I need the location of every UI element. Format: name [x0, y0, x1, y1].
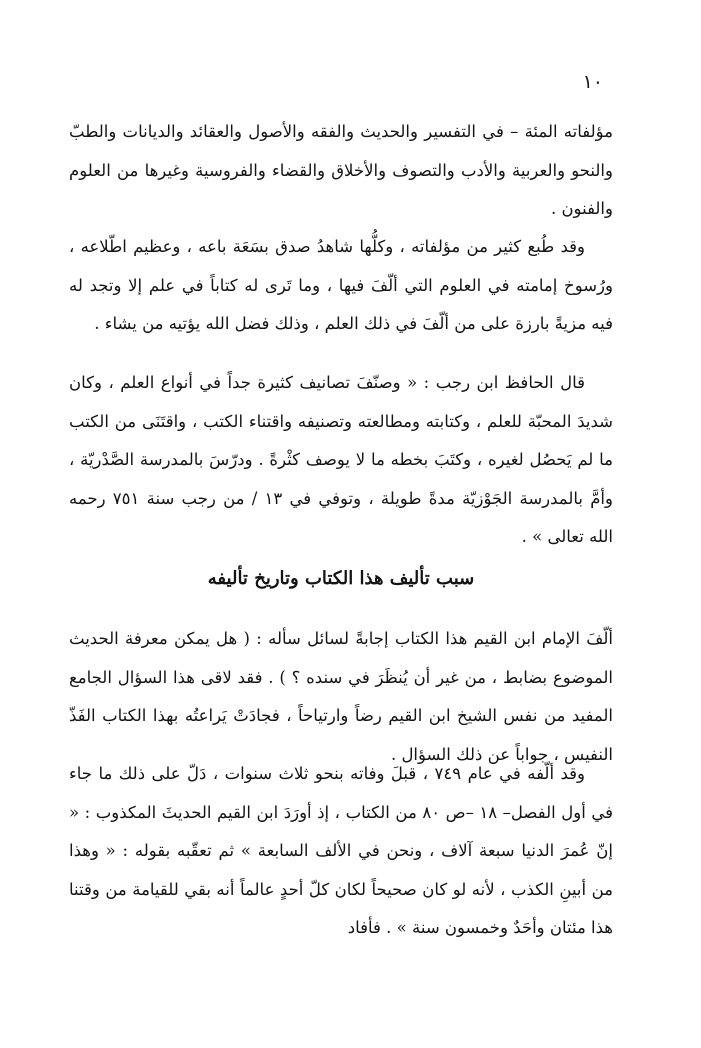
paragraph-ibn-rajab-quote: قال الحافظ ابن رجب : « وصنّفَ تصانيف كثيرة جداً في أنواع العلم ، وكان شديدَ المحبّة للعلم ، وكتابته ومطالعته وتصنيفه واقتناء الكتب ، واقتَنَى من الكتب ما لم يَحصُل لغيره ، وكتَبَ بخطه ما لا يوصف كثْرةً . ودرّسَ بالمدرسة الصَّدْريّة ، وأمَّ بالمدرسة الجَوْزيّة مدةً طويلة ، وتوفي في ١٣ / من رجب سنة ٧٥١ رحمه الله تعالى » .	[69, 373, 613, 547]
section-heading: سبب تأليف هذا الكتاب وتاريخ تأليفه	[207, 568, 475, 589]
paragraph-works-list: مؤلفاته المئة – في التفسير والحديث والفقه والأصول والعقائد والديانات والطبّ والنحو والعربية والأدب والتصوف والأخلاق والقضاء والفروسية وغيرها من العلوم والفنون .	[69, 122, 613, 219]
paragraph-reason-for-writing: ألّفَ الإمام ابن القيم هذا الكتاب إجابةً لسائل سأله : ( هل يمكن معرفة الحديث الموضوع بضابط ، من غير أن يُنظَرَ في سنده ؟ ) . فقد لاقى هذا السؤال الجامع المفيد من نفس الشيخ ابن القيم رضاً وارتياحاً ، فجادَتْ يَراعتُه بهذا الكتاب الفَذّ النفيس ، جواباً عن ذلك السؤال .	[69, 629, 613, 764]
paragraph-printed-works: وقد طُبع كثير من مؤلفاته ، وكلُّها شاهدُ صدق بسَعَة باعه ، وعظيم اطّلاعه ، ورُسوخ إمامته في العلوم التي ألّفَ فيها ، وما تَرى له كتاباً في علم إلا وتجد له فيه مزيةً بارزة على من ألّفَ في ذلك العلم ، وذلك فضل الله يؤتيه من يشاء .	[69, 237, 613, 334]
paragraph-date-of-writing: وقد ألّفه في عام ٧٤٩ ، قبلَ وفاته بنحو ثلاث سنوات ، دَلّ على ذلك ما جاء في أول الفصل– ١٨ –ص ٨٠ من الكتاب ، إذ أورَدَ ابن القيم الحديثَ المكذوب : « إنّ عُمرَ الدنيا سبعة آلاف ، ونحن في الألف السابعة » ثم تعقّبه بقوله : « وهذا من أبينِ الكذب ، لأنه لو كان صحيحاً لكان كلّ أحدٍ عالماً أنه بقي للقيامة من وقتنا هذا مئتان وأحَدٌ وخمسون سنة » . فأفاد	[69, 764, 613, 938]
page-number: ١٠	[582, 71, 603, 93]
